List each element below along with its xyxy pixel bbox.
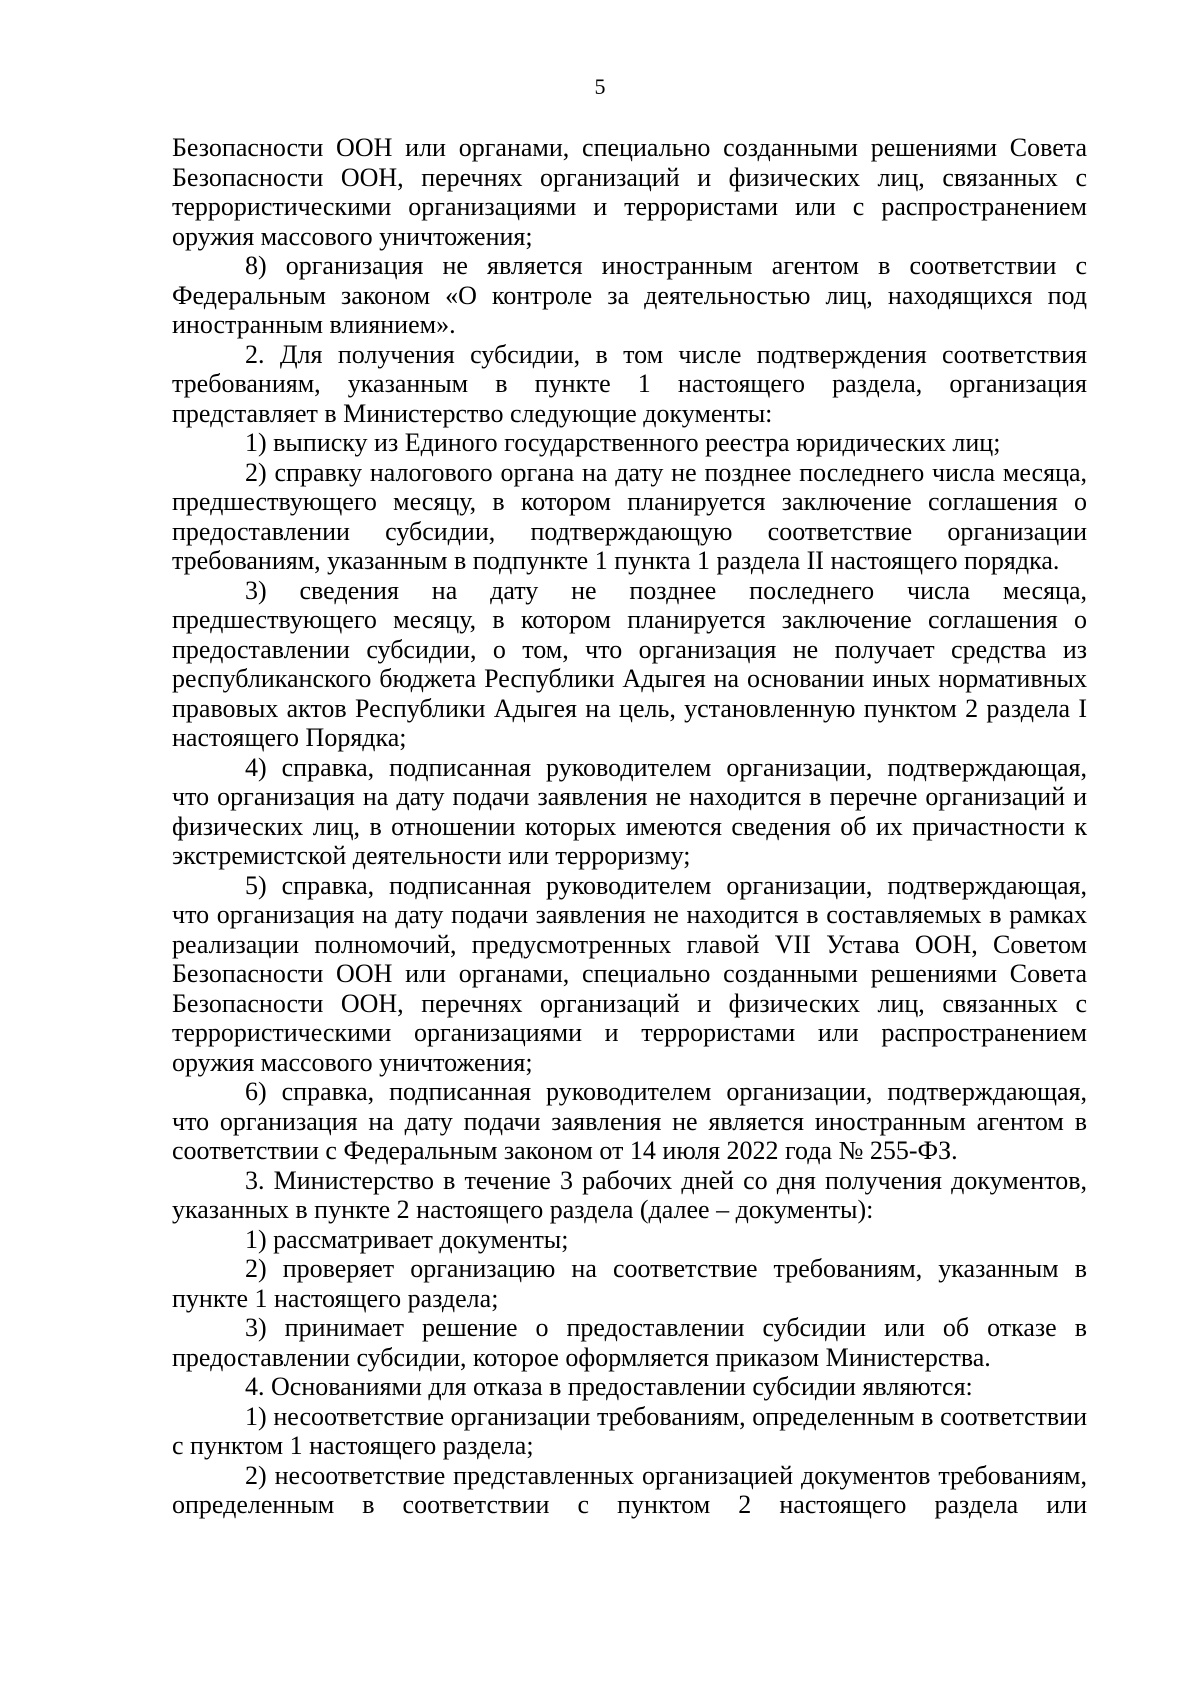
document-body (172, 133, 1087, 1520)
paragraph-subitem-3: 3) сведения на дату не позднее последнего числа месяца, предшествующего месяцу, в котором планируется заключение соглашения о предоставлении субсидии, о том, что организация не получает средства из республиканского бюджета Республики Адыгея на основании иных нормативных правовых актов Республики Адыгея на цель, установленную пунктом 2 раздела I настоящего Порядка; (172, 575, 1087, 752)
paragraph-clause-3-item-2: 2) проверяет организацию на соответствие требованиям, указанным в пункте 1 настоящего раздела; (172, 1254, 1087, 1313)
paragraph-continuation: Безопасности ООН или органами, специально созданными решениями Совета Безопасности ООН, перечнях организаций и физических лиц, связанных с террористическими организациями и террористами или с распространением оружия массового уничтожения; (172, 133, 1087, 251)
paragraph-clause-3-item-3: 3) принимает решение о предоставлении субсидии или об отказе в предоставлении субсидии, которое оформляется приказом Министерства. (172, 1313, 1087, 1372)
paragraph-subitem-5: 5) справка, подписанная руководителем организации, подтверждающая, что организация на дату подачи заявления не находится в составляемых в рамках реализации полномочий, предусмотренных главой VII Устава ООН, Советом Безопасности ООН или органами, специально созданными решениями Совета Безопасности ООН, перечнях организаций и физических лиц, связанных с террористическими организациями и террористами или распространением оружия массового уничтожения; (172, 870, 1087, 1077)
paragraph-clause-3-item-1: 1) рассматривает документы; (245, 1224, 569, 1254)
paragraph-subitem-4: 4) справка, подписанная руководителем организации, подтверждающая, что организация на дату подачи заявления не находится в перечне организаций и физических лиц, в отношении которых имеются сведения об их причастности к экстремистской деятельности или терроризму; (172, 752, 1087, 870)
paragraph-clause-3: 3. Министерство в течение 3 рабочих дней со дня получения документов, указанных в пункте 2 настоящего раздела (далее – документы): (172, 1165, 1087, 1224)
paragraph-clause-4-item-2: 2) несоответствие представленных организацией документов требованиям, определенным в соответствии с пунктом 2 настоящего раздела или (172, 1460, 1087, 1519)
paragraph-subitem-6: 6) справка, подписанная руководителем организации, подтверждающая, что организация на дату подачи заявления не является иностранным агентом в соответствии с Федеральным законом от 14 июля 2022 года № 255-ФЗ. (172, 1077, 1087, 1165)
paragraph-subitem-1: 1) выписку из Единого государственного реестра юридических лиц; (245, 428, 1001, 457)
paragraph-clause-4-item-1: 1) несоответствие организации требованиям, определенным в соответствии с пунктом 1 настоящего раздела; (172, 1401, 1087, 1460)
paragraph-clause-4: 4. Основаниями для отказа в предоставлении субсидии являются: (245, 1372, 973, 1401)
paragraph-subitem-2: 2) справку налогового органа на дату не позднее последнего числа месяца, предшествующего месяцу, в котором планируется заключение соглашения о предоставлении субсидии, подтверждающую соответствие организации требованиям, указанным в подпункте 1 пункта 1 раздела II настоящего порядка. (172, 457, 1087, 575)
paragraph-clause-2: 2. Для получения субсидии, в том числе подтверждения соответствия требованиям, указанным в пункте 1 настоящего раздела, организация представляет в Министерство следующие документы: (172, 339, 1087, 428)
page-number: 5 (594, 74, 606, 99)
paragraph-item-8: 8) организация не является иностранным агентом в соответствии с Федеральным законом «О контроле за деятельностью лиц, находящихся под иностранным влиянием». (172, 251, 1087, 339)
